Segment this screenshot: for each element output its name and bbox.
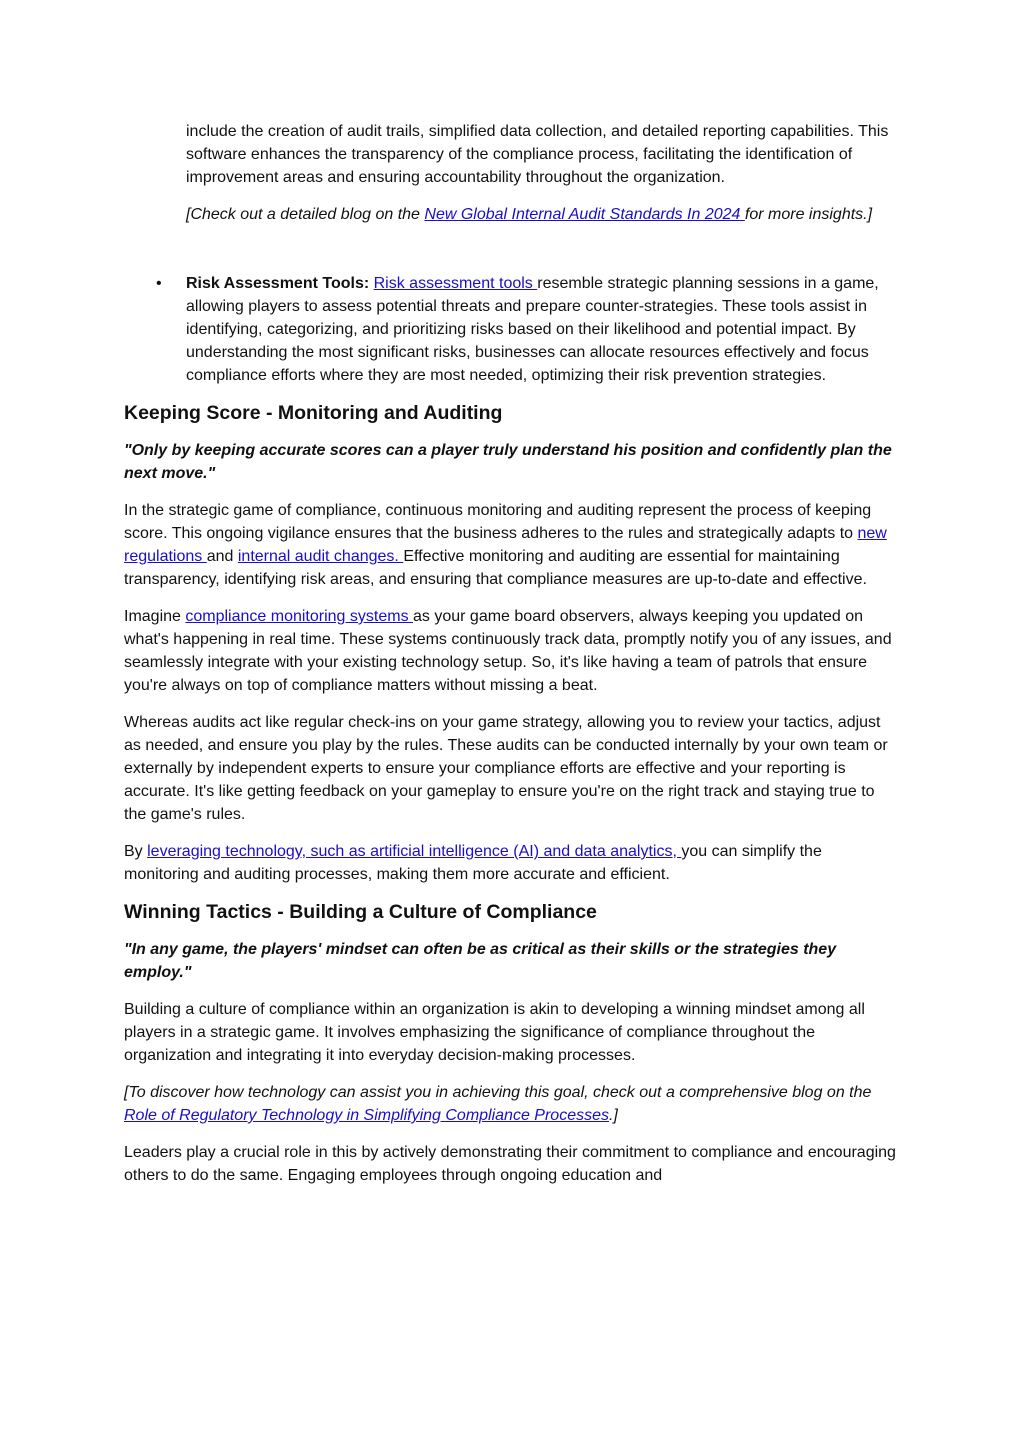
new-regulations-link[interactable]: new regulations: [124, 525, 887, 565]
s1p1-mid: and: [206, 548, 238, 565]
section-heading-keeping-score: Keeping Score - Monitoring and Auditing: [124, 402, 503, 424]
s2note-pre: [To discover how technology can assist you in achieving this goal, check out a comprehensive blog on the: [124, 1084, 872, 1101]
risk-assessment-tools-link[interactable]: Risk assessment tools: [373, 275, 538, 292]
s1p1-post: Effective monitoring and auditing are essential for maintaining transparency, identifying risk areas, and ensuring that compliance measures are up-to-date and effective.: [124, 548, 867, 588]
regtech-blog-link[interactable]: Role of Regulatory Technology in Simplifying Compliance Processes: [124, 1107, 609, 1124]
section-heading-winning-tactics: Winning Tactics - Building a Culture of Compliance: [124, 901, 597, 923]
s1p2-pre: Imagine: [124, 608, 186, 625]
bullet-title: Risk Assessment Tools:: [186, 275, 370, 292]
bullet-body: resemble strategic planning sessions in a game, allowing players to assess potential threats and prepare counter-strategies. These tools assist in identifying, categorizing, and prioritizing risks based on their likelihood and potential impact. By understanding the most significant risks, businesses can allocate resources effectively and focus compliance efforts where they are most needed, optimizing their risk prevention strategies.: [186, 275, 879, 384]
intro-note-post: for more insights.]: [744, 206, 873, 223]
intro-note: [186, 203, 898, 226]
s1p4-pre: By: [124, 843, 148, 860]
intro-paragraph: include the creation of audit trails, simplified data collection, and detailed reporting capabilities. This software enhances the transparency of the compliance process, facilitating the identification of improvement areas and ensuring accountability throughout the organization.: [186, 123, 889, 186]
bullet-dot-icon: •: [156, 275, 162, 292]
s1p1-pre: In the strategic game of compliance, continuous monitoring and auditing represent the process of keeping score. This ongoing vigilance ensures that the business adheres to the rules and strategically adapts to: [124, 502, 872, 542]
section2-note: [124, 1081, 898, 1127]
section2-paragraph-2: Leaders play a crucial role in this by actively demonstrating their commitment to compliance and encouraging others to do the same. Engaging employees through ongoing education and: [124, 1144, 896, 1184]
bullet-risk-assessment: [156, 272, 898, 387]
compliance-monitoring-systems-link[interactable]: compliance monitoring systems: [185, 608, 414, 625]
intro-note-pre: [Check out a detailed blog on the: [186, 206, 425, 223]
s1p2-post: as your game board observers, always keeping you updated on what's happening in real time. These systems continuously track data, promptly notify you of any issues, and seamlessly integrate with your existing technology setup. So, it's like having a team of patrols that ensure you're always on top of compliance matters without missing a beat.: [124, 608, 892, 694]
section1-paragraph-3: Whereas audits act like regular check-ins on your game strategy, allowing you to review your tactics, adjust as needed, and ensure you play by the rules. These audits can be conducted internally by your own team or externally by independent experts to ensure your compliance efforts are effective and your reporting is accurate. It's like getting feedback on your gameplay to ensure you're on the right track and staying true to the game's rules.: [124, 714, 888, 823]
section1-paragraph-4: [124, 840, 898, 886]
audit-standards-link[interactable]: New Global Internal Audit Standards In 2024: [424, 206, 745, 223]
section2-paragraph-1: Building a culture of compliance within an organization is akin to developing a winning mindset among all players in a strategic game. It involves emphasizing the significance of compliance throughout the organization and integrating it into everyday decision-making processes.: [124, 1001, 865, 1064]
document-page: [124, 120, 898, 1201]
s1p4-post: you can simplify the monitoring and auditing processes, making them more accurate and efficient.: [124, 843, 822, 883]
internal-audit-changes-link[interactable]: internal audit changes.: [237, 548, 404, 565]
bullet-text: [186, 272, 898, 387]
s2note-post: .]: [608, 1107, 618, 1124]
intro-block: [186, 120, 898, 226]
section1-quote: "Only by keeping accurate scores can a player truly understand his position and confidently plan the next move.": [124, 442, 892, 482]
leveraging-technology-link[interactable]: leveraging technology, such as artificial intelligence (AI) and data analytics,: [147, 843, 682, 860]
section1-paragraph-2: [124, 605, 898, 697]
section1-paragraph-1: [124, 499, 898, 591]
section2-quote: "In any game, the players' mindset can often be as critical as their skills or the strategies they employ.": [124, 941, 837, 981]
